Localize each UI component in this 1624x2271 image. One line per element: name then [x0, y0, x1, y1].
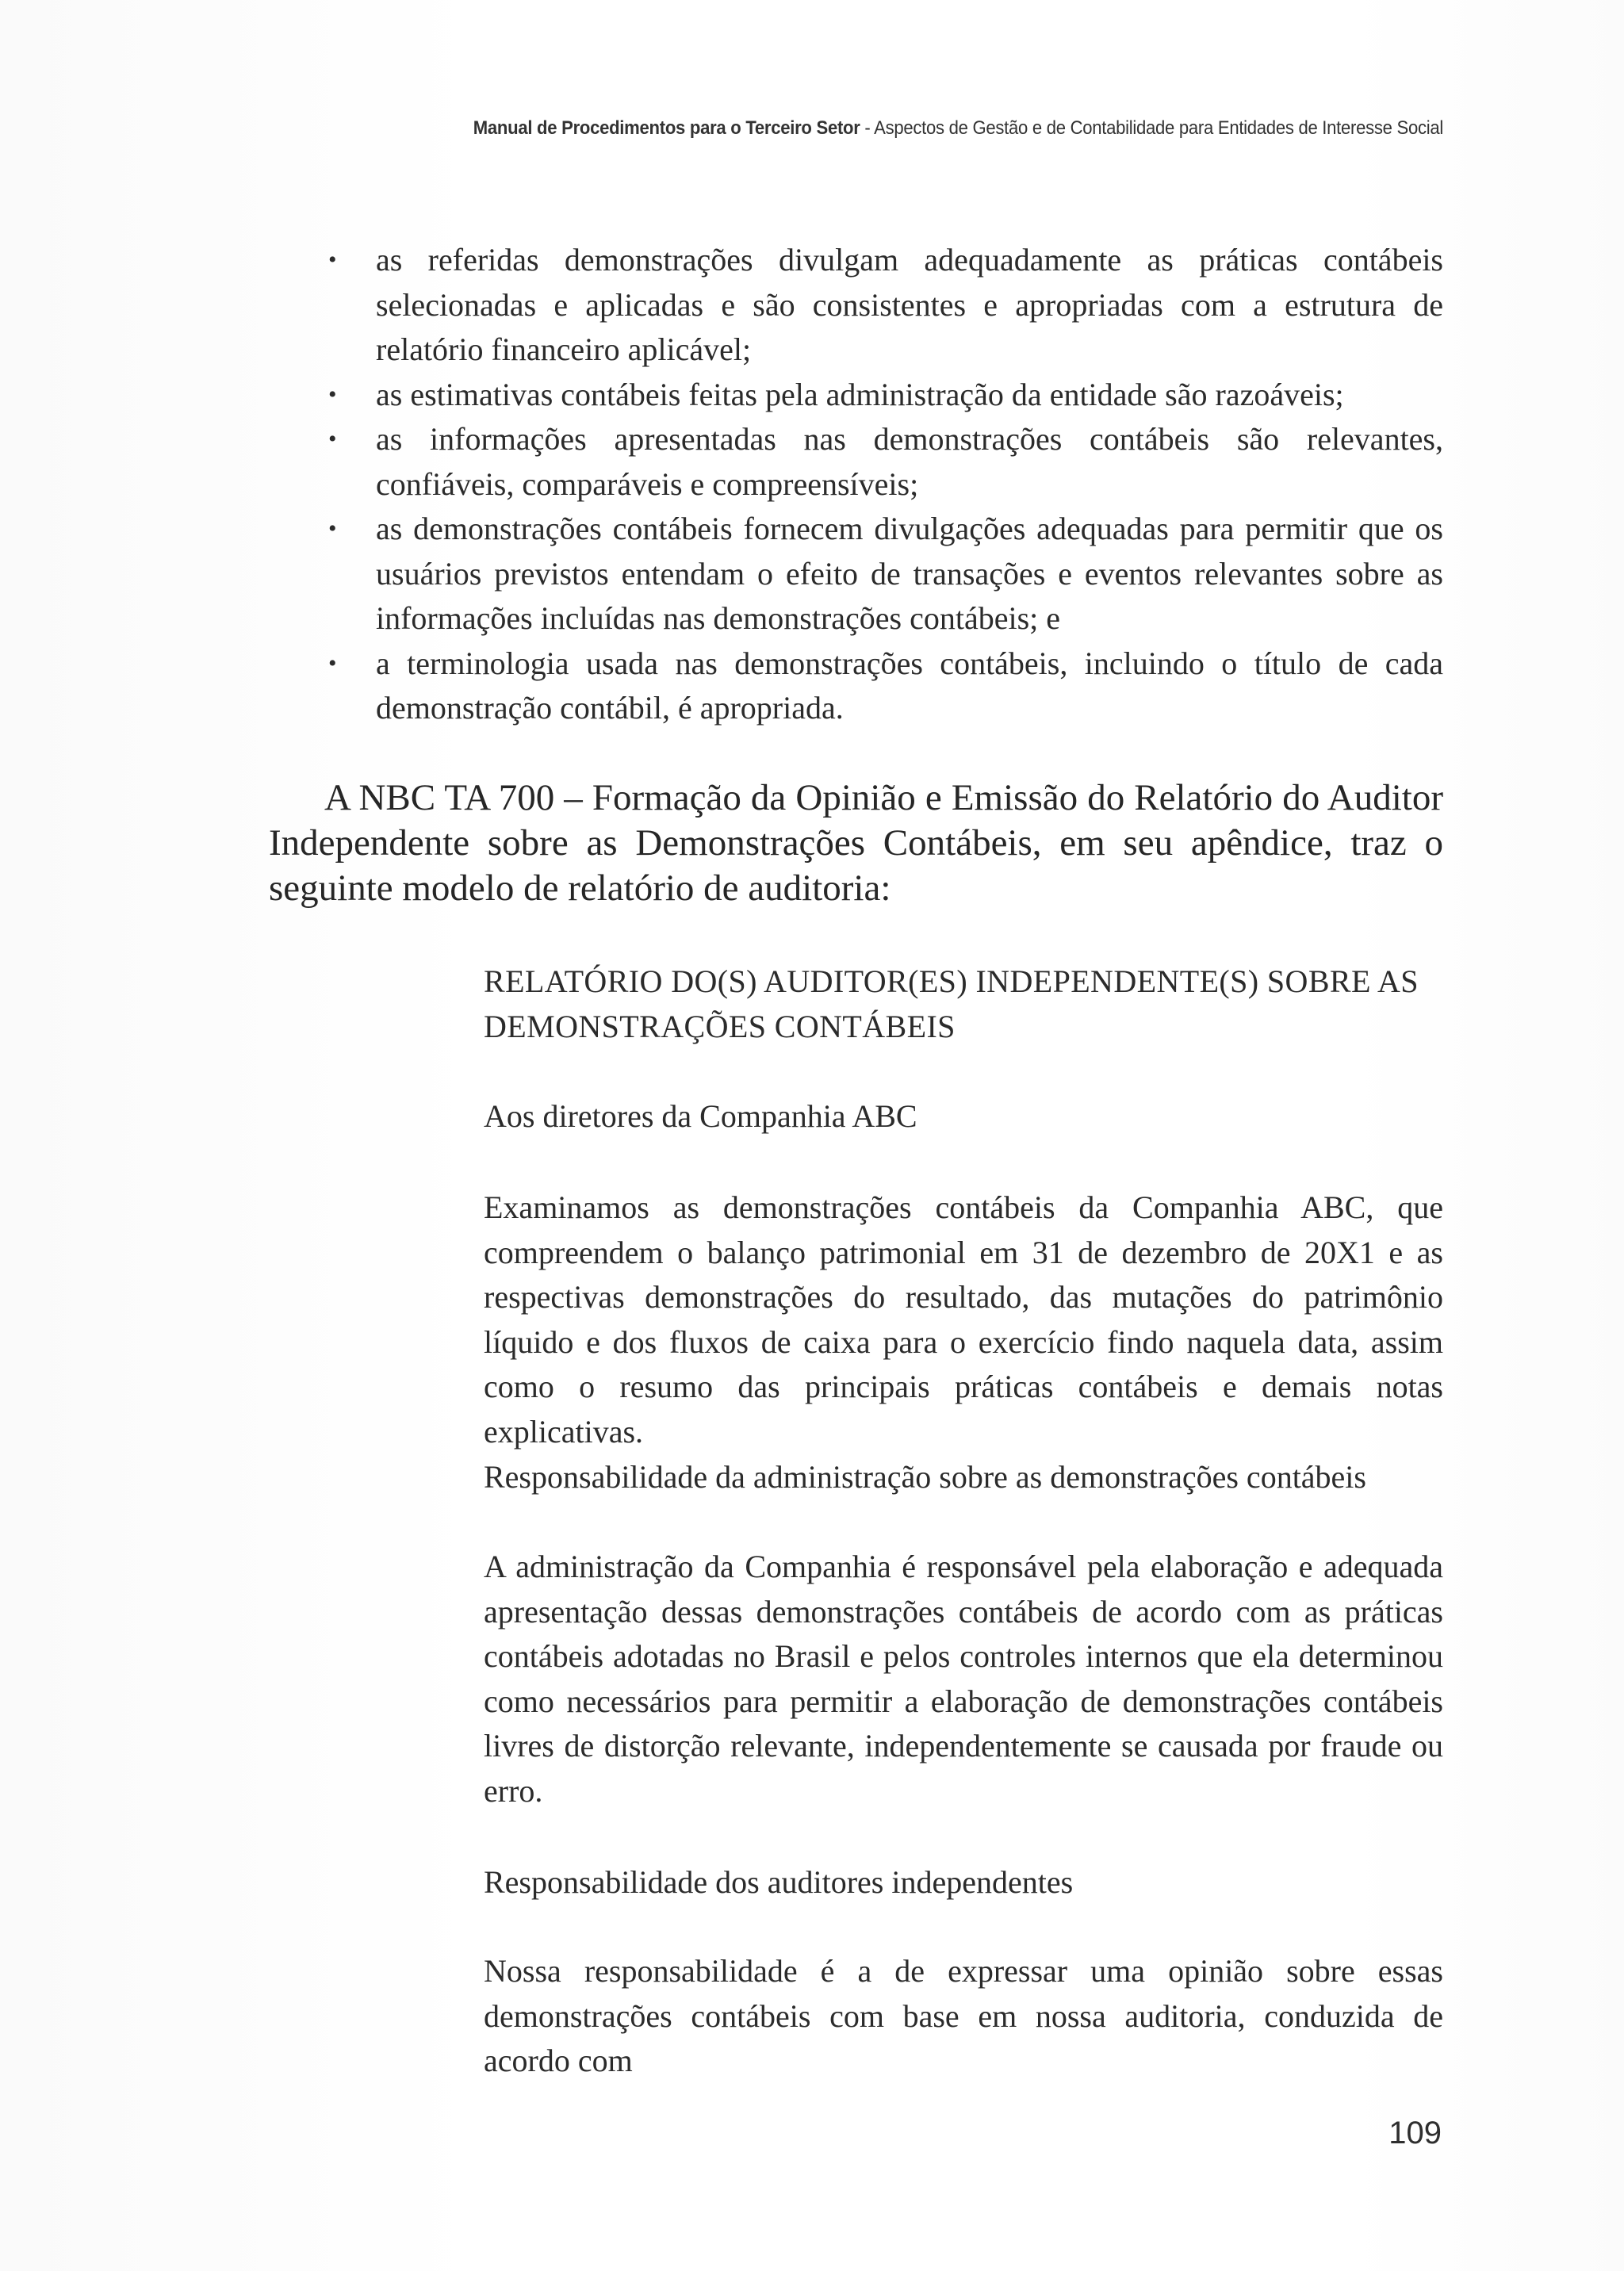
- report-heading-auditors: Responsabilidade dos auditores independentes: [484, 1864, 1074, 1900]
- list-item-text: as referidas demonstrações divulgam adequadamente as práticas contábeis selecionadas e aplicadas e são consistentes e apropriadas com a estrutura de relatório financeiro aplicável;: [376, 242, 1443, 367]
- bullet-list: [328, 238, 1443, 731]
- report-addressee: Aos diretores da Companhia ABC: [484, 1098, 917, 1134]
- bullet-icon: •: [328, 515, 337, 542]
- list-item: [328, 641, 1443, 731]
- list-item-text: as informações apresentadas nas demonstrações contábeis são relevantes, confiáveis, comparáveis e compreensíveis;: [376, 421, 1443, 502]
- bullet-icon: •: [328, 649, 337, 676]
- list-item: [328, 417, 1443, 507]
- bullet-icon: •: [328, 426, 337, 452]
- report-heading-management: Responsabilidade da administração sobre as demonstrações contábeis: [484, 1459, 1366, 1495]
- page-number: 109: [1388, 2116, 1442, 2150]
- intro-paragraph: A NBC TA 700 – Formação da Opinião e Emissão do Relatório do Auditor Independente sobre as Demonstrações Contábeis, em seu apêndice, traz o seguinte modelo de relatório de auditoria:: [269, 777, 1443, 909]
- list-item: [328, 238, 1443, 373]
- report-paragraph-management: A administração da Companhia é responsável pela elaboração e adequada apresentação dessas demonstrações contábeis de acordo com as práticas contábeis adotadas no Brasil e pelos controles internos que ela determinou como necessários para permitir a elaboração de demonstrações contábeis livres de distorção relevante, independentemente se causada por fraude ou erro.: [484, 1549, 1443, 1809]
- bullet-icon: •: [328, 381, 337, 408]
- running-header-subtitle: - Aspectos de Gestão e de Contabilidade para Entidades de Interesse Social: [860, 117, 1443, 139]
- list-item-text: as estimativas contábeis feitas pela administração da entidade são razoáveis;: [376, 376, 1344, 412]
- report-paragraph-auditors: Nossa responsabilidade é a de expressar uma opinião sobre essas demonstrações contábeis com base em nossa auditoria, conduzida de acordo com: [484, 1953, 1443, 2078]
- running-header-bold: Manual de Procedimentos para o Terceiro Setor: [473, 117, 860, 139]
- list-item: [328, 507, 1443, 641]
- list-item-text: as demonstrações contábeis fornecem divulgações adequadas para permitir que os usuários previstos entendam o efeito de transações e eventos relevantes sobre as informações incluídas nas demonstrações contábeis; e: [376, 511, 1443, 636]
- list-item-text: a terminologia usada nas demonstrações contábeis, incluindo o título de cada demonstração contábil, é apropriada.: [376, 645, 1443, 726]
- running-header: [408, 117, 1443, 140]
- report-title: RELATÓRIO DO(S) AUDITOR(ES) INDEPENDENTE(S) SOBRE AS DEMONSTRAÇÕES CONTÁBEIS: [484, 963, 1419, 1044]
- list-item: [328, 373, 1443, 418]
- bullet-icon: •: [328, 247, 337, 273]
- report-paragraph-scope: Examinamos as demonstrações contábeis da Companhia ABC, que compreendem o balanço patrimonial em 31 de dezembro de 20X1 e as respectivas demonstrações do resultado, das mutações do patrimônio líquido e dos fluxos de caixa para o exercício findo naquela data, assim como o resumo das principais práticas contábeis e demais notas explicativas.: [484, 1189, 1443, 1450]
